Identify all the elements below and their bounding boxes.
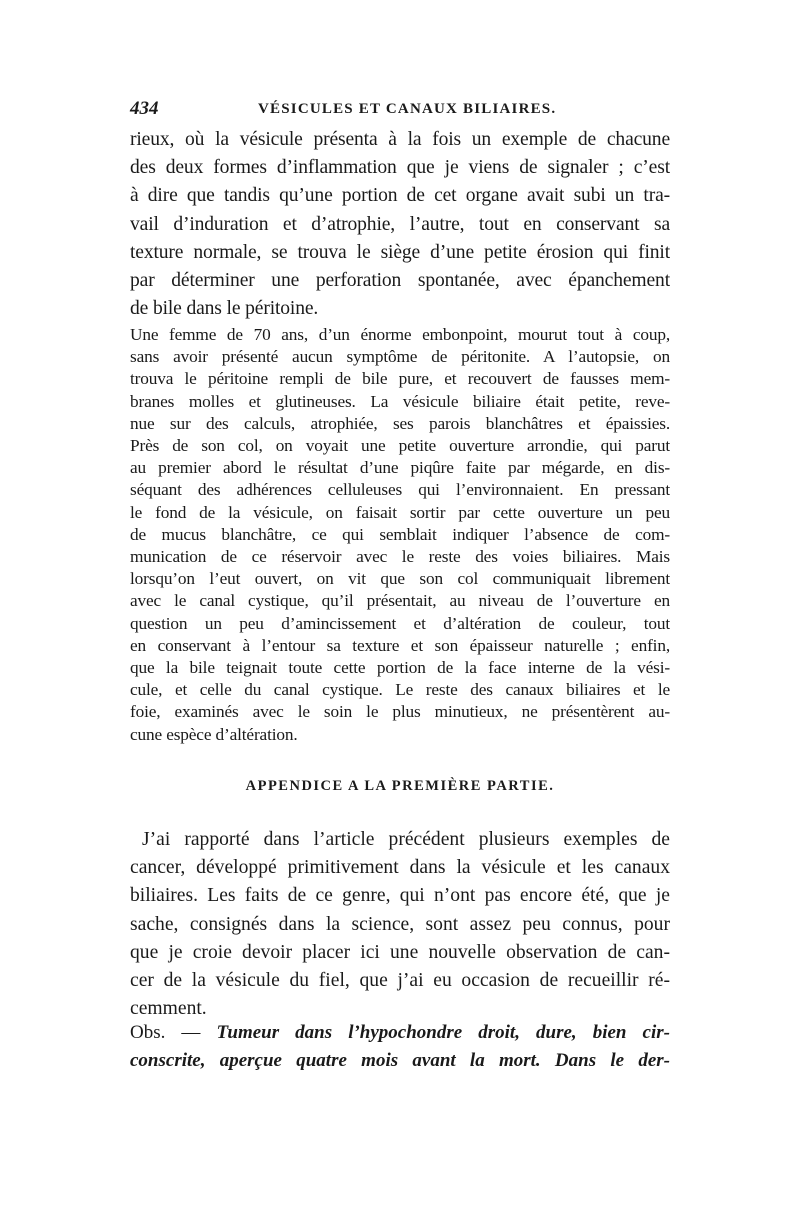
text-line: cancer, développé primitivement dans la vésicule et les canaux bbox=[130, 857, 670, 879]
text-line: vail d’induration et d’atrophie, l’autre, tout en conservant sa bbox=[130, 213, 670, 235]
text-line: le fond de la vésicule, on faisait sortir par cette ouverture un peu bbox=[130, 502, 670, 522]
text-line: cune espèce d’altération. bbox=[130, 724, 298, 744]
text-line: de mucus blanchâtre, ce qui semblait indiquer l’absence de com- bbox=[130, 524, 670, 544]
text-line: Une femme de 70 ans, d’un énorme embonpoint, mourut tout à coup, bbox=[130, 325, 670, 344]
text-line bbox=[130, 1019, 670, 1047]
observation-label: Obs. — bbox=[130, 1022, 201, 1043]
case-report-paragraph bbox=[130, 324, 670, 746]
appendix-paragraph bbox=[130, 826, 670, 1023]
text-line: en conservant à l’entour sa texture et son épaisseur naturelle ; enfin, bbox=[130, 635, 670, 655]
text-line: lorsqu’on l’eut ouvert, on vit que son col communiquait librement bbox=[130, 569, 670, 589]
page-number: 434 bbox=[130, 98, 159, 119]
text-line: de bile dans le péritoine. bbox=[130, 298, 319, 320]
text-line: séquant des adhérences celluleuses qui l’environnaient. En pressant bbox=[130, 480, 670, 500]
text-line: texture normale, se trouva le siège d’une petite érosion qui finit bbox=[130, 241, 670, 263]
observation-heading bbox=[130, 1019, 670, 1075]
text-line: nue sur des calculs, atrophiée, ses parois blanchâtres et épaissies. bbox=[130, 413, 670, 433]
text-line: munication de ce réservoir avec le reste des voies biliaires. Mais bbox=[130, 547, 670, 567]
observation-title: Tumeur dans l’hypochondre droit, dure, bien cir- bbox=[216, 1022, 670, 1043]
text-line: au premier abord le résultat d’une piqûre faite par mégarde, en dis- bbox=[130, 458, 670, 478]
text-line: avec le canal cystique, qu’il présentait, au niveau de l’ouverture en bbox=[130, 591, 670, 611]
page-header bbox=[130, 98, 670, 122]
text-line: conscrite, aperçue quatre mois avant la mort. Dans le der- bbox=[130, 1050, 670, 1071]
text-line: rieux, où la vésicule présenta à la fois un exemple de chacune bbox=[130, 129, 670, 150]
text-line: à dire que tandis qu’une portion de cet organe avait subi un tra- bbox=[130, 185, 670, 207]
text-line: J’ai rapporté dans l’article précédent plusieurs exemples de bbox=[142, 829, 670, 850]
paragraph-continuation bbox=[130, 126, 670, 323]
text-line: sans avoir présenté aucun symptôme de péritonite. A l’autopsie, on bbox=[130, 347, 670, 367]
section-heading: APPENDICE A LA PREMIÈRE PARTIE. bbox=[245, 778, 555, 794]
text-line: cer de la vésicule du fiel, que j’ai eu occasion de recueillir ré- bbox=[130, 970, 670, 992]
text-line: branes molles et glutineuses. La vésicule biliaire était petite, reve- bbox=[130, 391, 670, 411]
text-line: biliaires. Les faits de ce genre, qui n’ont pas encore été, que je bbox=[130, 885, 670, 907]
text-line: par déterminer une perforation spontanée, avec épanchement bbox=[130, 270, 670, 292]
text-line: cemment. bbox=[130, 998, 207, 1020]
text-line: sache, consignés dans la science, sont assez peu connus, pour bbox=[130, 913, 670, 935]
text-line: Près de son col, on voyait une petite ouverture arrondie, qui parut bbox=[130, 436, 670, 456]
text-line: foie, examinés avec le soin le plus minutieux, ne présentèrent au- bbox=[130, 702, 670, 722]
text-line: des deux formes d’inflammation que je viens de signaler ; c’est bbox=[130, 157, 670, 179]
running-title: VÉSICULES ET CANAUX BILIAIRES. bbox=[258, 101, 557, 117]
text-line: question un peu d’amincissement et d’altération de couleur, tout bbox=[130, 613, 670, 633]
text-line: cule, et celle du canal cystique. Le reste des canaux biliaires et le bbox=[130, 680, 670, 700]
text-line: trouva le péritoine rempli de bile pure, et recouvert de fausses mem- bbox=[130, 369, 670, 389]
text-line: que je croie devoir placer ici une nouvelle observation de can- bbox=[130, 941, 670, 963]
text-line: que la bile teignait toute cette portion de la face interne de la vési- bbox=[130, 658, 670, 678]
